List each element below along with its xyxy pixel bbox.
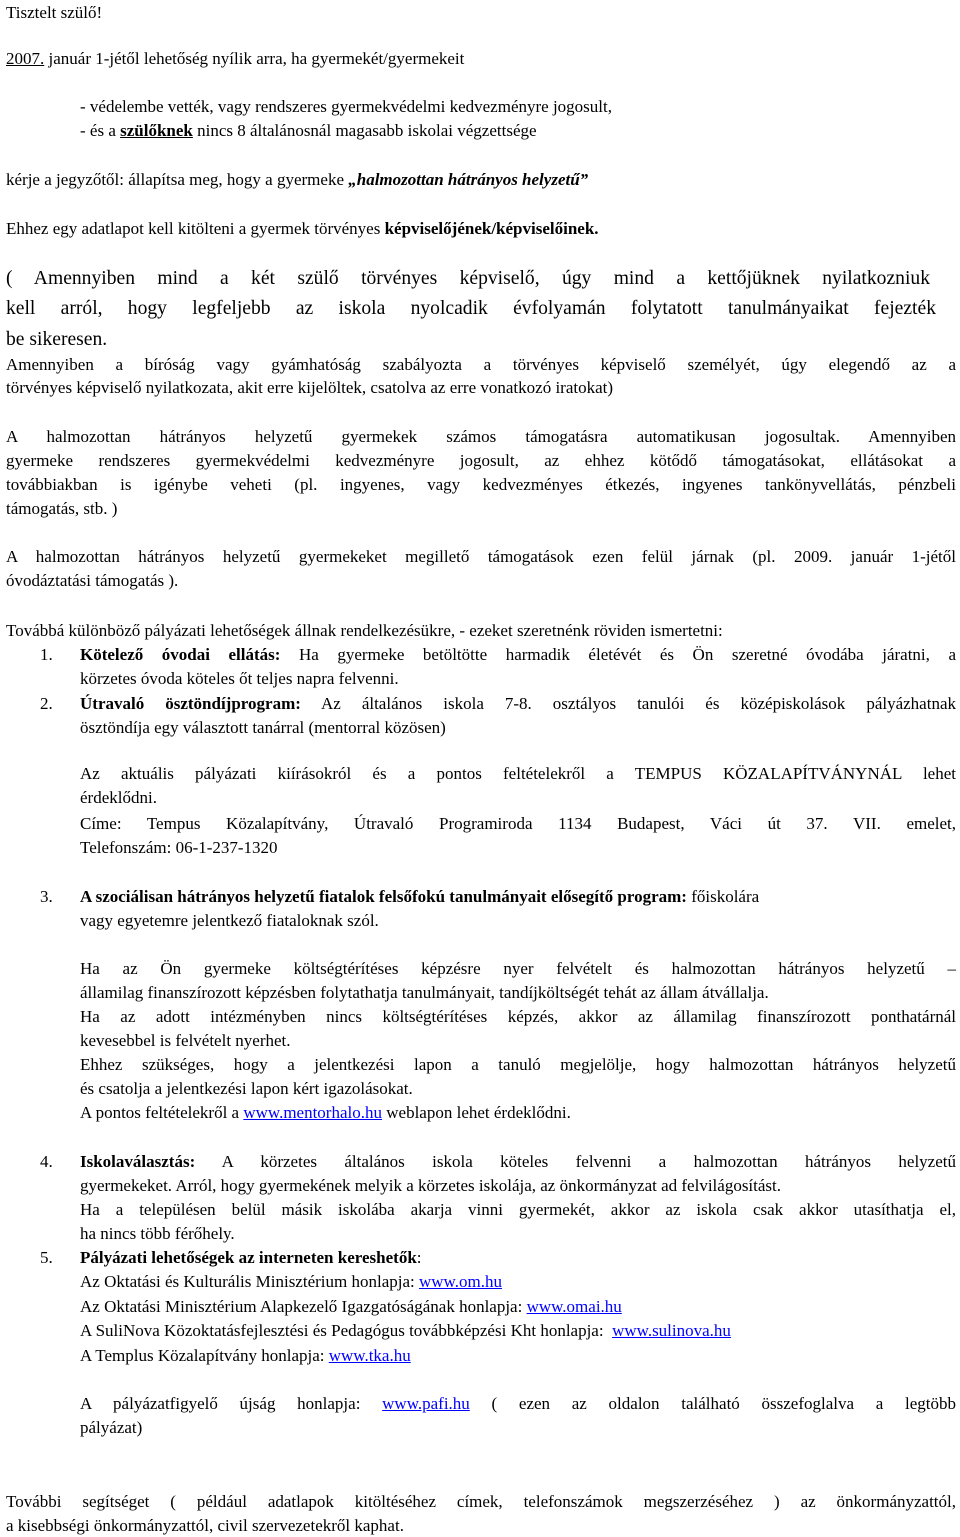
item-5-tka: A Templus Közalapítvány honlapja: www.tka.hu [80,1346,411,1365]
list-intro: Továbbá különböző pályázati lehetőségek állnak rendelkezésükre, - ezeket szeretnénk röviden ismertetni: [6,621,723,640]
item-5-sulinova: A SuliNova Közoktatásfejlesztési és Pedagógus továbbképzési Kht honlapja: www.sulinova.hu [80,1321,731,1340]
item-3-number: 3. [40,887,53,906]
parents-emphasis: szülőknek [120,121,193,140]
item-5-title: Pályázati lehetőségek az interneten kereshetők [80,1248,417,1267]
note-line-1: ( Amennyiben mind a két szülő törvényes képviselő, úgy mind a kettőjüknek nyilatkozniuk [6,268,930,289]
item-2-line-6: Telefonszám: 06-1-237-1320 [80,838,278,857]
support-line-1: A halmozottan hátrányos helyzetű gyermekek számos támogatásra automatikusan jogosultak. Amennyiben [6,427,956,446]
intro-text: január 1-jétől lehetőség nyílik arra, ha gyermekét/gyermekeit [44,49,465,68]
form-line: Ehhez egy adatlapot kell kitölteni a gyermek törvényes képviselőjének/képviselőinek. [6,219,599,238]
note-line-2: kell arról, hogy legfeljebb az iskola nyolcadik évfolyamán folytatott tanulmányaikat fejezték [6,298,936,319]
representatives-term: képviselőjének/képviselőinek. [384,219,599,238]
item-5-last-line: pályázat) [80,1418,143,1437]
condition-2: - és a szülőknek nincs 8 általánosnál magasabb iskolai végzettsége [80,121,537,140]
item-3-line-3: Ha az Ön gyermeke költségtérítéses képzésre nyer felvételt és halmozottan hátrányos helyzetű – [80,959,956,978]
item-3-line-4: államilag finanszírozott képzésben folytathatja tanulmányait, tandíjköltségét tehát az állam átvállalja. [80,983,769,1002]
item-2-number: 2. [40,694,53,713]
footer-line-2: a kisebbségi önkormányzattól, civil szervezetekről kaphat. [6,1516,404,1535]
condition-1: - védelembe vették, vagy rendszeres gyermekvédelmi kedvezményre jogosult, [80,97,612,116]
extra-line-2: óvodáztatási támogatás ). [6,571,179,590]
item-3-line-8: és csatolja a jelentkezési lapon kért igazolásokat. [80,1079,413,1098]
omai-link[interactable]: www.omai.hu [526,1297,622,1316]
support-line-3: továbbiakban is igénybe veheti (pl. ingyenes, vagy kedvezményes étkezés, ingyenes tankönyvellátás, pénzbeli [6,475,956,494]
item-5-pafi: A pályázatfigyelő újság honlapja: www.pafi.hu ( ezen az oldalon található összefoglalva a legtöbb [80,1394,957,1413]
mentorhalo-link[interactable]: www.mentorhalo.hu [243,1103,382,1122]
item-4-line-4: ha nincs több férőhely. [80,1224,235,1243]
footer-line-1: További segítséget ( például adatlapok kitöltéséhez címek, telefonszámok megszerzéséhez ) az önkormányzattól, [6,1492,956,1511]
extra-line-1: A halmozottan hátrányos helyzetű gyermekeket megillető támogatások ezen felül járnak (pl. 2009. január 1-jétől [6,547,956,566]
item-4-line-2: gyermekeket. Arról, hogy gyermekének melyik a körzetes iskolája, az önkormányzat ad felvilágosítást. [80,1176,782,1195]
item-2-line-2: ösztöndíja egy választott tanárral (mentorral közösen) [80,718,446,737]
item-4-line-3: Ha a településen belül másik iskolába akarja vinni gyermekét, akkor az iskola csak akkor utasíthatja el, [80,1200,956,1219]
item-3-title: A szociálisan hátrányos helyzetű fiatalok felsőfokú tanulmányait elősegítő program: [80,887,687,906]
item-2-line-4: érdeklődni. [80,788,157,807]
item-1-line-1: Kötelező óvodai ellátás: Ha gyermeke betöltötte harmadik életévét és Ön szeretné óvodába járatni, a [80,645,956,664]
request-line: kérje a jegyzőtől: állapítsa meg, hogy a gyermeke „halmozottan hátrányos helyzetű” [6,170,589,189]
item-4-line-1: Iskolaválasztás: A körzetes általános iskola köteles felvenni a halmozottan hátrányos helyzetű [80,1152,956,1171]
item-3-line-2: vagy egyetemre jelentkező fiataloknak szól. [80,911,379,930]
pafi-link[interactable]: www.pafi.hu [382,1394,470,1413]
item-5-omai: Az Oktatási Minisztérium Alapkezelő Igazgatóságának honlapja: www.omai.hu [80,1297,622,1316]
item-1-title: Kötelező óvodai ellátás: [80,645,281,664]
item-3-line-1: A szociálisan hátrányos helyzetű fiatalok felsőfokú tanulmányait elősegítő program: főiskolára [80,887,760,906]
item-1-number: 1. [40,645,53,664]
item-2-line-1: Útravaló ösztöndíjprogram: Az általános iskola 7-8. osztályos tanulói és középiskolások pályázhatnak [80,694,956,713]
item-3-line-7: Ehhez szükséges, hogy a jelentkezési lapon a tanuló megjelölje, hogy halmozottan hátrányos helyzetű [80,1055,956,1074]
item-2-line-5: Címe: Tempus Közalapítvány, Útravaló Programiroda 1134 Budapest, Váci út 37. VII. emelet, [80,814,956,833]
item-3-line-6: kevesebbel is felvételt nyerhet. [80,1031,291,1050]
intro-year: 2007. [6,49,45,68]
item-5-om: Az Oktatási és Kulturális Minisztérium honlapja: www.om.hu [80,1272,502,1291]
note-line-3: be sikeresen. [6,329,108,350]
item-3-line-9: A pontos feltételekről a www.mentorhalo.hu weblapon lehet érdeklődni. [80,1103,571,1122]
item-2-line-3: Az aktuális pályázati kiírásokról és a pontos feltételekről a TEMPUS KÖZALAPÍTVÁNYNÁL lehet [80,764,956,783]
greeting: Tisztelt szülő! [6,3,103,22]
item-3-line-5: Ha az adott intézményben nincs költségtérítéses képzés, akkor az államilag finanszírozott ponthatárnál [80,1007,956,1026]
item-5-number: 5. [40,1248,53,1267]
item-1-line-2: körzetes óvoda köteles őt teljes napra felvenni. [80,669,399,688]
tka-link[interactable]: www.tka.hu [328,1346,411,1365]
support-line-2: gyermeke rendszeres gyermekvédelmi kedvezményre jogosult, az ehhez kötődő támogatásokat, ellátásokat a [6,451,956,470]
disadvantaged-term: „halmozottan hátrányos helyzetű” [348,170,589,189]
item-4-number: 4. [40,1152,53,1171]
intro-line [6,48,464,70]
item-4-title: Iskolaválasztás: [80,1152,196,1171]
sulinova-link[interactable]: www.sulinova.hu [612,1321,731,1340]
note-line-5: törvényes képviselő nyilatkozata, akit erre kijelöltek, csatolva az erre vonatkozó iratokat) [6,378,614,397]
item-5-line-1: Pályázati lehetőségek az interneten kereshetők: [80,1248,422,1267]
om-link[interactable]: www.om.hu [419,1272,502,1291]
support-line-4: támogatás, stb. ) [6,499,118,518]
item-2-title: Útravaló ösztöndíjprogram: [80,694,301,713]
note-line-4: Amennyiben a bíróság vagy gyámhatóság szabályozta a törvényes képviselő személyét, úgy elegendő az a [6,355,956,374]
